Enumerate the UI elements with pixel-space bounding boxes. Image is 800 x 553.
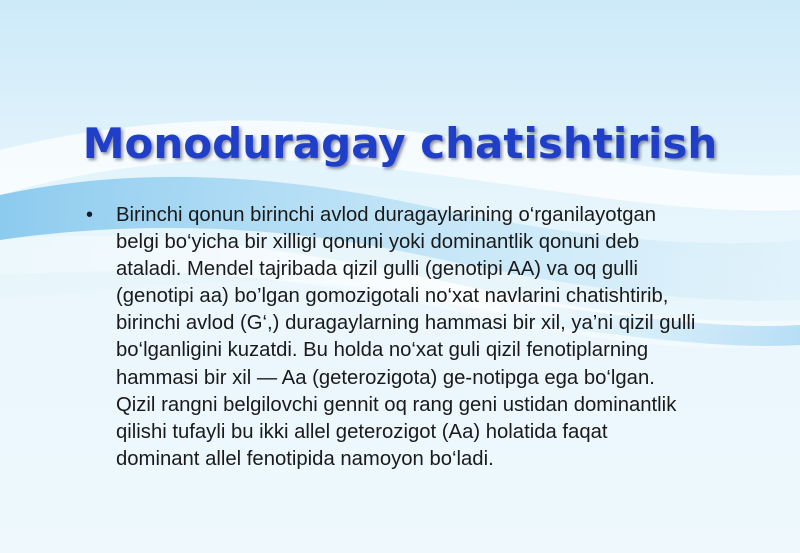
slide-content xyxy=(86,202,696,473)
bullet-item xyxy=(86,202,696,473)
slide-title: Monoduragay chatishtirish xyxy=(82,119,718,168)
bullet-text: Birinchi qonun birinchi avlod duragaylarining o‘rganilayotgan belgi bo‘yicha bir xilligi qonuni yoki dominantlik qonuni deb ataladi. Mendel tajribada qizil gulli (genotipi AA) va oq gulli (genotipi aa) bo’lgan gomozigotali no‘xat navlarini chatishtirib, birinchi avlod (G‘,) duragaylarning hammasi bir xil, ya’ni qizil gulli bo‘lganligini kuzatdi. Bu holda no‘xat guli qizil fenotiplarning hammasi bir xil — Aa (geterozigota) ge-notipga ega bo‘lgan. Qizil rangni belgilovchi gennit oq rang geni ustidan dominantlik qilishi tufayli bu ikki allel geterozigot (Aa) holatida faqat dominant allel fenotipida namoyon bo‘ladi. xyxy=(116,204,696,470)
bullet-icon: • xyxy=(86,204,94,226)
